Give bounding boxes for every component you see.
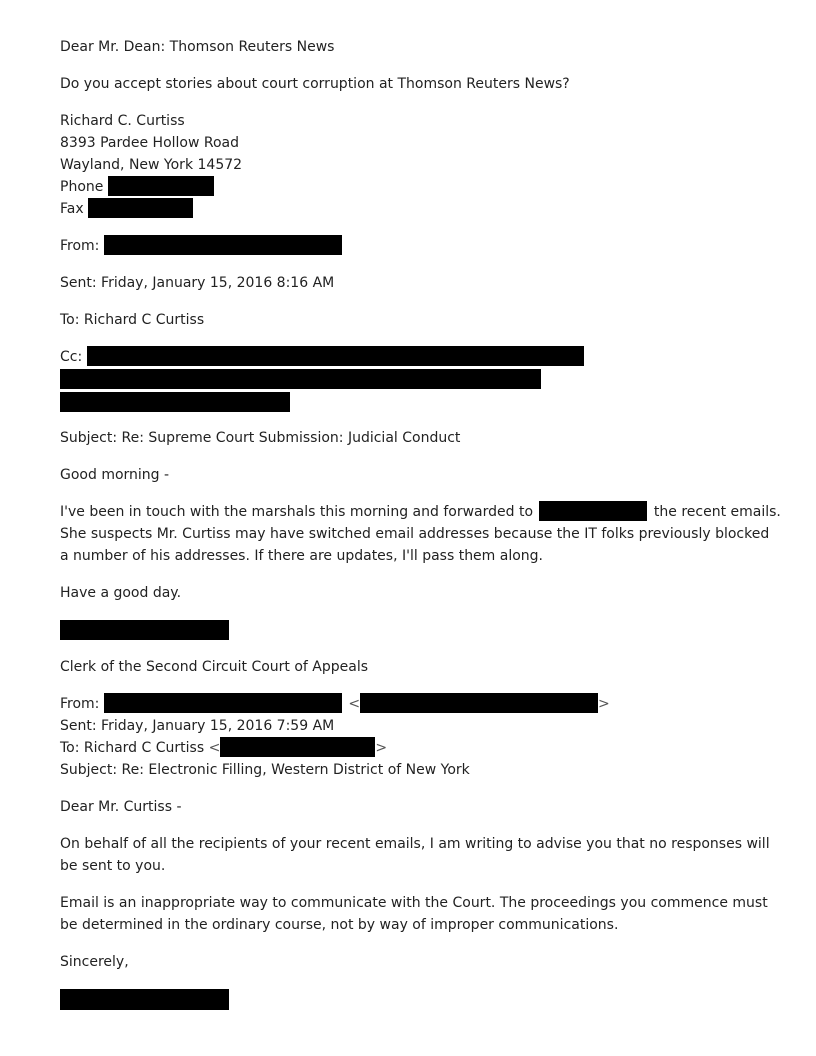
phone-label: Phone xyxy=(60,179,104,195)
email2-from-label: From: xyxy=(60,696,100,712)
fax-label: Fax xyxy=(60,201,84,217)
email1-body-line2: She suspects Mr. Curtiss may have switched email addresses because the IT folks previously blocked xyxy=(60,526,770,542)
redacted-fax xyxy=(88,198,193,218)
redacted-cc-1 xyxy=(87,346,584,366)
email1-body-line1-end: the recent emails. xyxy=(653,504,781,520)
email1-from-line xyxy=(60,235,342,257)
sender-name: Richard C. Curtiss xyxy=(60,113,185,129)
fax-line xyxy=(60,198,193,220)
email2-to-line xyxy=(60,737,387,759)
email1-sent-line: Sent: Friday, January 15, 2016 8:16 AM xyxy=(60,275,335,291)
to-open-bracket: < xyxy=(208,740,221,756)
email2-salutation: Dear Mr. Curtiss - xyxy=(60,799,182,815)
greeting-line: Dear Mr. Dean: Thomson Reuters News xyxy=(60,39,335,55)
redacted-from-name xyxy=(104,235,342,255)
email1-body-line3: a number of his addresses. If there are updates, I'll pass them along. xyxy=(60,548,544,564)
email1-cc-label: Cc: xyxy=(60,349,83,365)
email-close-bracket: > xyxy=(598,696,610,712)
email2-subject-line: Subject: Re: Electronic Filling, Western District of New York xyxy=(60,762,470,778)
redacted-from2-email xyxy=(360,693,598,713)
redacted-forward-recipient xyxy=(539,501,647,521)
email1-from-label: From: xyxy=(60,238,100,254)
sender-street: 8393 Pardee Hollow Road xyxy=(60,135,240,151)
redacted-phone xyxy=(108,176,214,196)
email1-to-line: To: Richard C Curtiss xyxy=(60,312,205,328)
email1-body-line1 xyxy=(60,501,781,523)
email-open-bracket: < xyxy=(348,696,361,712)
email1-signature-title: Clerk of the Second Circuit Court of Appeals xyxy=(60,659,369,675)
email1-closing: Have a good day. xyxy=(60,585,182,601)
redacted-cc-3 xyxy=(60,392,290,412)
email2-para1-line2: be sent to you. xyxy=(60,858,166,874)
email2-para2-line2: be determined in the ordinary course, not by way of improper communications. xyxy=(60,917,619,933)
to-close-bracket: > xyxy=(375,740,388,756)
redacted-closing-signature xyxy=(60,989,229,1010)
email2-from-line xyxy=(60,693,610,715)
question-line: Do you accept stories about court corruption at Thomson Reuters News? xyxy=(60,76,570,92)
email1-salutation: Good morning - xyxy=(60,467,170,483)
email2-sent-line: Sent: Friday, January 15, 2016 7:59 AM xyxy=(60,718,335,734)
email2-to-label: To: Richard C Curtiss xyxy=(60,740,205,756)
redacted-signature-name xyxy=(60,620,229,640)
email1-subject-line: Subject: Re: Supreme Court Submission: Judicial Conduct xyxy=(60,430,461,446)
email1-body-line1-start: I've been in touch with the marshals this morning and forwarded to xyxy=(60,504,534,520)
email2-para1-line1: On behalf of all the recipients of your recent emails, I am writing to advise you that no responses will xyxy=(60,836,770,852)
redacted-from2-name xyxy=(104,693,342,713)
email1-cc-line xyxy=(60,346,584,368)
sender-city: Wayland, New York 14572 xyxy=(60,157,243,173)
email2-closing: Sincerely, xyxy=(60,954,129,970)
phone-line xyxy=(60,176,214,198)
redacted-cc-2 xyxy=(60,369,541,389)
email2-para2-line1: Email is an inappropriate way to communicate with the Court. The proceedings you commence must xyxy=(60,895,768,911)
redacted-to-email xyxy=(220,737,375,757)
